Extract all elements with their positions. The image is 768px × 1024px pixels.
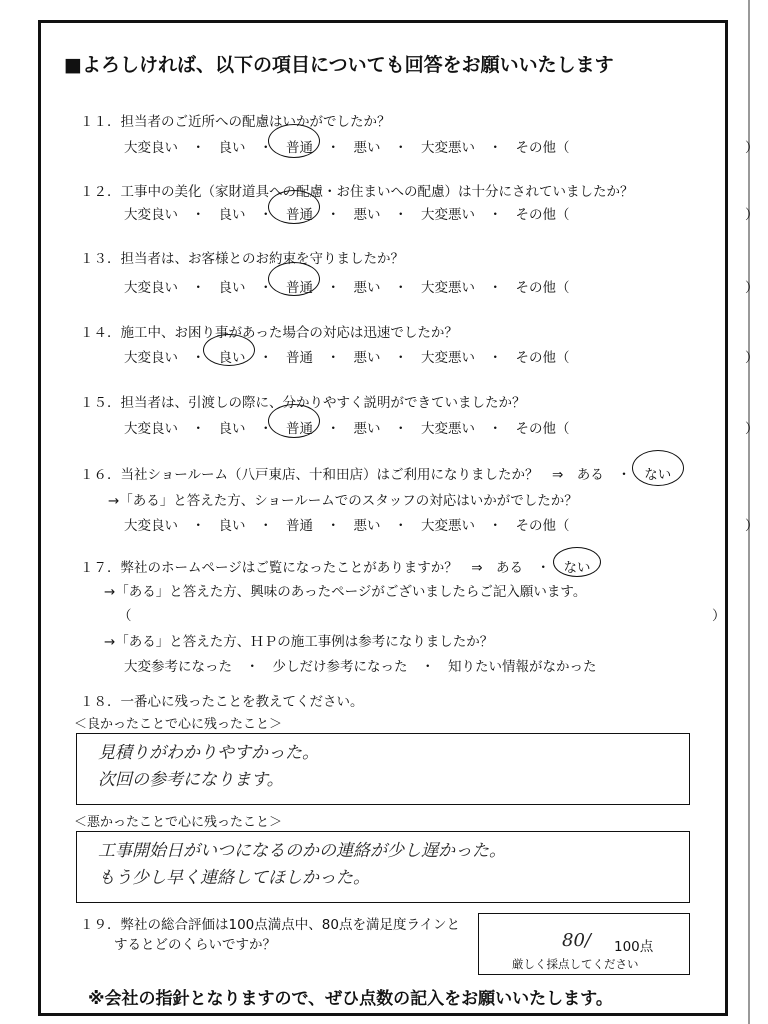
selection-circle-13 bbox=[268, 262, 320, 296]
question-17: １７．弊社のホームページはご覧になったことがありますか？ ⇒ ある ・ ない bbox=[80, 560, 591, 576]
bad-answer-line2: もう少し早く連絡してほしかった。 bbox=[98, 868, 370, 888]
bad-answer-line1: 工事開始日がいつになるのかの連絡が少し遅かった。 bbox=[98, 841, 506, 861]
selection-circle-14 bbox=[203, 334, 255, 366]
question-16-followup: →「ある」と答えた方、ショールームでのスタッフの対応はいかがでしたか？ bbox=[108, 493, 578, 509]
selection-circle-15 bbox=[268, 404, 320, 438]
question-14: １４．施工中、お困り事があった場合の対応は迅速でしたか？ bbox=[80, 325, 458, 341]
question-15: １５．担当者は、引渡しの際に、分かりやすく説明ができていましたか？ bbox=[80, 395, 526, 411]
options-11: 大変良い ・ 良い ・ 普通 ・ 悪い ・ 大変悪い ・ その他（ ） bbox=[124, 140, 759, 156]
good-answer-line2: 次回の参考になります。 bbox=[98, 770, 284, 790]
selection-circle-16 bbox=[632, 450, 684, 486]
section-header: ■よろしければ、以下の項目についても回答をお願いいたします bbox=[64, 54, 614, 76]
question-19-line1: １９．弊社の総合評価は100点満点中、80点を満足度ラインと bbox=[80, 917, 461, 933]
options-14: 大変良い ・ 良い ・ 普通 ・ 悪い ・ 大変悪い ・ その他（ ） bbox=[124, 350, 759, 366]
question-16: １６．当社ショールーム（八戸東店、十和田店）はご利用になりましたか？ ⇒ ある ・ ない bbox=[80, 467, 672, 483]
selection-circle-11 bbox=[268, 124, 320, 158]
options-15: 大変良い ・ 良い ・ 普通 ・ 悪い ・ 大変悪い ・ その他（ ） bbox=[124, 421, 759, 437]
question-18: １８．一番心に残ったことを教えてください。 bbox=[80, 694, 364, 710]
question-17-paren: （ ） bbox=[118, 608, 726, 624]
question-11: １１．担当者のご近所への配慮はいかがでしたか？ bbox=[80, 114, 391, 130]
question-17-followup2: →「ある」と答えた方、ＨＰの施工事例は参考になりましたか？ bbox=[104, 634, 494, 650]
score-value: 80/ bbox=[562, 930, 591, 951]
options-12: 大変良い ・ 良い ・ 普通 ・ 悪い ・ 大変悪い ・ その他（ ） bbox=[124, 207, 759, 223]
good-label: ＜良かったことで心に残ったこと＞ bbox=[74, 717, 283, 732]
good-answer-line1: 見積りがわかりやすかった。 bbox=[98, 743, 319, 763]
footer-note: ※会社の指針となりますので、ぜひ点数の記入をお願いいたします。 bbox=[88, 989, 613, 1009]
question-17-options: 大変参考になった ・ 少しだけ参考になった ・ 知りたい情報がなかった bbox=[124, 659, 597, 675]
bad-label: ＜悪かったことで心に残ったこと＞ bbox=[74, 815, 283, 830]
question-13: １３．担当者は、お客様とのお約束を守りましたか？ bbox=[80, 251, 404, 267]
question-12: １２．工事中の美化（家財道具への配慮・お住まいへの配慮）は十分にされていましたか？ bbox=[80, 184, 634, 200]
score-note: 厳しく採点してください bbox=[512, 957, 639, 971]
score-unit: 100点 bbox=[614, 939, 654, 955]
selection-circle-12 bbox=[268, 190, 320, 224]
question-17-followup1: →「ある」と答えた方、興味のあったページがございましたらご記入願います。 bbox=[104, 584, 587, 600]
selection-circle-17 bbox=[553, 547, 601, 577]
options-16: 大変良い ・ 良い ・ 普通 ・ 悪い ・ 大変悪い ・ その他（ ） bbox=[124, 518, 759, 534]
question-19-line2: するとどのくらいですか？ bbox=[114, 937, 276, 953]
options-13: 大変良い ・ 良い ・ 普通 ・ 悪い ・ 大変悪い ・ その他（ ） bbox=[124, 280, 759, 296]
